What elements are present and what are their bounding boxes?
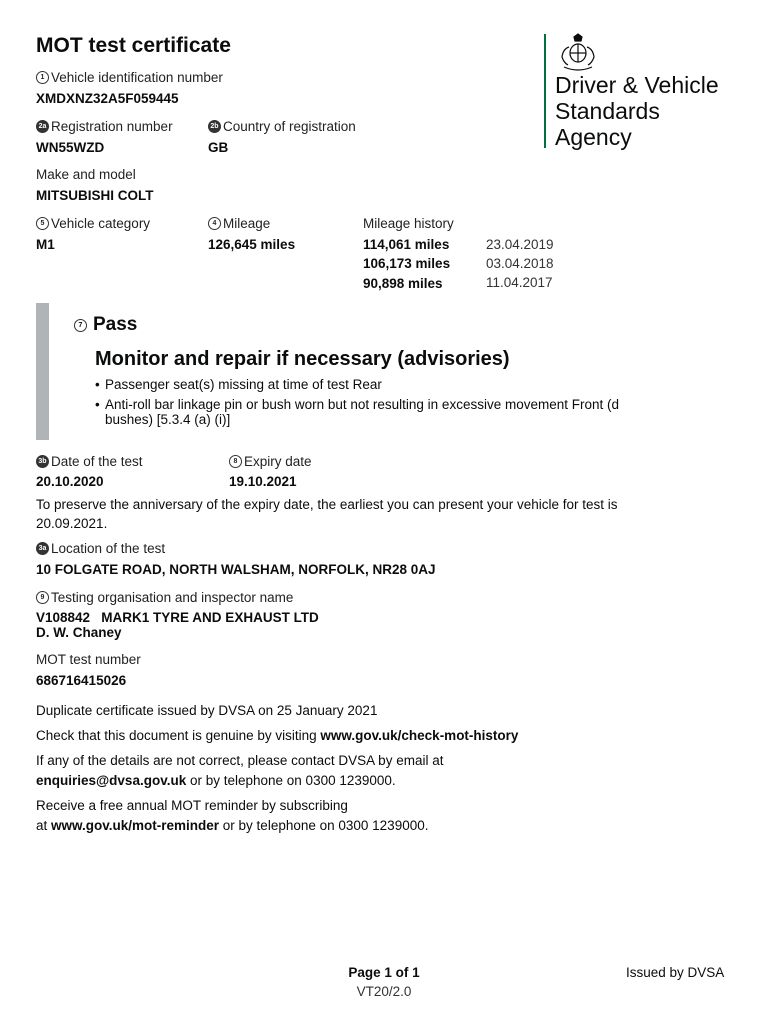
check-mot-history-link[interactable]: www.gov.uk/check-mot-history (320, 728, 519, 743)
reminder-pre: at (36, 818, 52, 833)
testing-org-label: Testing organisation and inspector name (51, 590, 294, 605)
mileage-label: Mileage (223, 216, 271, 231)
test-date-value: 20.10.2020 (36, 474, 104, 489)
reminder-note: Receive a free annual MOT reminder by subscribing (36, 798, 348, 813)
advisory-item: • Passenger seat(s) missing at time of test Rear (95, 377, 382, 392)
field-number-badge: 3a (36, 542, 49, 555)
vin-value: XMDXNZ32A5F059445 (36, 91, 179, 106)
advisory-item-continued: bushes) [5.3.4 (a) (i)] (105, 412, 231, 427)
reminder-rest: or by telephone on 0300 1239000. (219, 818, 429, 833)
category-value: M1 (36, 237, 55, 252)
issued-by: Issued by DVSA (626, 965, 725, 980)
form-code: VT20/2.0 (356, 984, 412, 999)
vin-label-row (36, 70, 223, 85)
test-date-label: Date of the test (51, 454, 143, 469)
advisories-title: Monitor and repair if necessary (advisories) (95, 348, 510, 370)
field-number-badge: 4 (208, 217, 221, 230)
mileage-history-date: 11.04.2017 (486, 275, 553, 290)
preserve-note: To preserve the anniversary of the expiry date, the earliest you can present your vehicle for test is (36, 497, 618, 512)
field-number-badge: 1 (36, 71, 49, 84)
country-label: Country of registration (223, 119, 356, 134)
result-bar (36, 303, 49, 440)
inspector-name: D. W. Chaney (36, 625, 122, 640)
duplicate-note: Duplicate certificate issued by DVSA on 25 January 2021 (36, 703, 378, 718)
genuine-text: Check that this document is genuine by visiting (36, 728, 321, 743)
contact-text: or by telephone on 0300 1239000. (186, 773, 396, 788)
make-model-label: Make and model (36, 167, 136, 182)
certificate-title: MOT test certificate (36, 34, 231, 57)
registration-label: Registration number (51, 119, 173, 134)
field-number-badge: 3b (36, 455, 49, 468)
mileage-history-miles: 90,898 miles (363, 276, 443, 291)
country-label-row (208, 119, 356, 134)
field-number-badge: 5 (36, 217, 49, 230)
field-number-badge: 7 (74, 319, 87, 332)
category-label: Vehicle category (51, 216, 151, 231)
contact-note (36, 773, 396, 788)
registration-value: WN55WZD (36, 140, 105, 155)
field-number-badge: 2b (208, 120, 221, 133)
advisory-item: • Anti-roll bar linkage pin or bush worn but not resulting in excessive movement Front (d (95, 397, 619, 412)
test-number-value: 686716415026 (36, 673, 127, 688)
field-number-badge: 8 (229, 455, 242, 468)
registration-label-row (36, 119, 173, 134)
reminder-link-row (36, 818, 428, 833)
royal-crest-icon (556, 33, 600, 71)
email-link[interactable]: enquiries@dvsa.gov.uk (36, 773, 187, 788)
testing-org-label-row (36, 590, 293, 605)
test-number-label: MOT test number (36, 652, 141, 667)
expiry-label-row (229, 454, 312, 469)
location-value: 10 FOLGATE ROAD, NORTH WALSHAM, NORFOLK, NR28 0AJ (36, 562, 436, 577)
testing-org-value: V108842 MARK1 TYRE AND EXHAUST LTD (36, 610, 319, 625)
field-number-badge: 2a (36, 120, 49, 133)
advisory-text: Anti-roll bar linkage pin or bush worn but not resulting in excessive movement Front (d (105, 397, 619, 412)
make-model-value: MITSUBISHI COLT (36, 188, 154, 203)
agency-name-line2: Standards (555, 98, 660, 124)
mileage-history-label: Mileage history (363, 216, 454, 231)
incorrect-note: If any of the details are not correct, please contact DVSA by email at (36, 753, 444, 768)
country-value: GB (208, 140, 229, 155)
agency-name-line3: Agency (555, 124, 632, 150)
mileage-label-row (208, 216, 270, 231)
agency-logo-rule (544, 34, 546, 148)
mileage-history-date: 23.04.2019 (486, 237, 554, 252)
agency-name-line1: Driver & Vehicle (555, 72, 719, 98)
mileage-value: 126,645 miles (208, 237, 296, 252)
preserve-note-date: 20.09.2021. (36, 516, 108, 531)
page-number: Page 1 of 1 (348, 965, 420, 980)
mileage-history-date: 03.04.2018 (486, 256, 554, 271)
test-date-label-row (36, 454, 143, 469)
category-label-row (36, 216, 150, 231)
location-label: Location of the test (51, 541, 166, 556)
mot-reminder-link[interactable]: www.gov.uk/mot-reminder (51, 818, 220, 833)
agency-name (555, 72, 719, 150)
result-row (74, 314, 137, 336)
mileage-history-miles: 114,061 miles (363, 237, 450, 252)
mileage-history-miles: 106,173 miles (363, 256, 451, 271)
vin-label: Vehicle identification number (51, 70, 223, 85)
expiry-value: 19.10.2021 (229, 474, 297, 489)
expiry-label: Expiry date (244, 454, 312, 469)
result-label: Pass (93, 314, 138, 335)
location-label-row (36, 541, 165, 556)
advisory-text: Passenger seat(s) missing at time of test Rear (105, 377, 382, 392)
genuine-note (36, 728, 518, 743)
field-number-badge: 9 (36, 591, 49, 604)
